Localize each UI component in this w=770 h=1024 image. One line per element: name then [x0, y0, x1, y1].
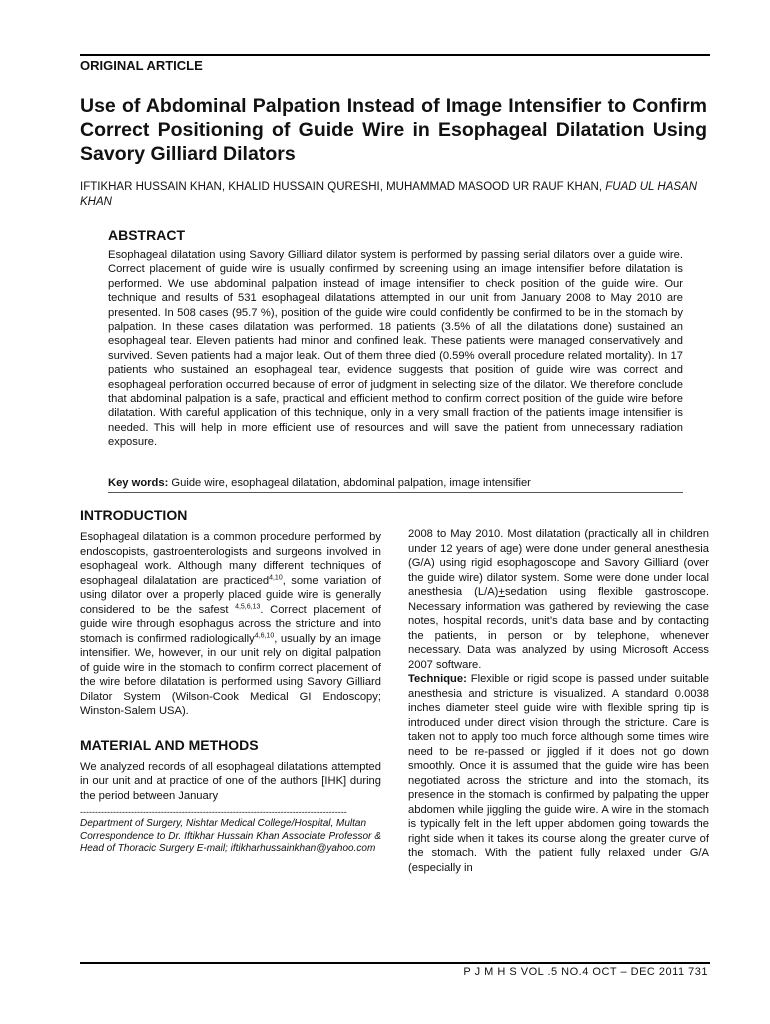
abstract-body: Esophageal dilatation using Savory Gilliard dilator system is performed by passing serial dilators over a guide wire. Correct placement of guide wire is usually confirmed by screening using an image intensifier before dilatation is performed. We use abdominal palpation instead of image intensifier to check position of the guide wire. Our technique and results of 531 esophageal dilatations attempted in our unit from January 2008 to May 2010 are presented. In 508 cases (95.7 %), position of the guide wire could confidently be confirmed to be in the stomach by palpation. In these cases dilatation was performed. 18 patients (3.5% of all the dilatations done) sustained an esophageal tear. Eleven patients had minor and confined leak. These patients were managed conservatively and survived. Seven patients had a major leak. Out of them three died (0.59% overall procedure related mortality). In 17 patients who sustained an esophageal tear, evidence suggests that position of guide wire was correct and esophageal perforation occurred because of error of judgment in selecting size of the dilator. We therefore conclude that abdominal palpation is a safe, practical and efficient method to confirm correct position of the guide wire before dilatation. With careful application of this technique, only in a very small fraction of the patients image intensifier is needed. This will help in more efficient use of resources and will save the patient from unnecessary radiation exposure.	[108, 249, 683, 449]
footnote-divider: -----------------------------------------------------------------------------------------	[80, 807, 347, 817]
correspondence: Correspondence to Dr. Iftikhar Hussain Khan Associate Professor & Head of Thoracic Surgery E-mail; iftikharhussainkhan@yahoo.com	[80, 830, 381, 855]
technique-label: Technique:	[408, 673, 467, 685]
plus-minus: +	[498, 586, 505, 598]
author-last: FUAD UL HASAN KHAN	[80, 181, 698, 208]
methods-heading: MATERIAL AND METHODS	[80, 736, 259, 753]
section-label: ORIGINAL ARTICLE	[80, 58, 203, 73]
right-column	[408, 527, 709, 875]
keywords-label: Key words:	[108, 477, 169, 489]
intro-text-2: , some variation of using dilator over a properly placed guide wire is generally considered to be the safest	[80, 574, 381, 616]
left-column	[80, 506, 381, 856]
affiliation: Department of Surgery, Nishtar Medical College/Hospital, Multan	[80, 818, 367, 829]
author-list	[80, 180, 710, 210]
abstract-rule	[108, 492, 683, 493]
top-rule	[80, 54, 710, 56]
journal-footer: P J M H S VOL .5 NO.4 OCT – DEC 2011 731	[463, 966, 708, 978]
bottom-rule	[80, 962, 710, 964]
technique-text: Flexible or rigid scope is passed under suitable anesthesia and stricture is visualized. A standard 0.0038 inches diameter steel guide wire with flexible spring tip is introduced under direct vision through the stricture. Care is taken not to apply too much force although some times wire need to be re-passed or jiggled if it does not go down smoothly. Once it is assumed that the guide wire has been negotiated across the stricture and into the stomach, its presence in the stomach is confirmed by palpating the upper abdomen while jiggling the guide wire. A wire in the stomach is typically felt in the left upper abdomen going towards the right side when it takes its course along the greater curve of the stomach. With the patient fully relaxed under G/A (especially in	[408, 673, 709, 874]
methods-paragraph-cont	[408, 527, 709, 672]
abstract-heading: ABSTRACT	[108, 227, 185, 243]
citation-1: 4,10	[269, 573, 283, 581]
intro-text-3: . Correct placement of guide wire through esophagus across the stricture and into stomach is confirmed radiologically	[80, 603, 381, 645]
introduction-heading: INTRODUCTION	[80, 507, 188, 523]
methods-text-1: 2008 to May 2010. Most dilatation (practically all in children under 12 years of age) were done under general anesthesia (G/A) using rigid esophagoscope and Savory Gilliard (over the guide wire) dilator system. Some were done under local anesthesia (L/A)	[408, 528, 709, 598]
intro-text-4: , usually by an image intensifier. We, however, in our unit rely on digital palpation of guide wire in the stomach to confirm correct placement of the wire before dilatation is performed using Savory Gilliard Dilator System (Wilson-Cook Medical GI Endoscopy; Winston-Salem USA).	[80, 632, 381, 717]
methods-text-2: sedation using flexible gastroscope. Necessary information was gathered by reviewing the case notes, hospital records, unit’s data base and by contacting the patients, in person or by telephone, whenever necessary. Data was analyzed by using Microsoft Access 2007 software.	[408, 586, 710, 671]
keywords	[108, 476, 683, 490]
authors-regular: IFTIKHAR HUSSAIN KHAN, KHALID HUSSAIN QURESHI, MUHAMMAD MASOOD UR RAUF KHAN,	[80, 181, 606, 193]
introduction-paragraph	[80, 530, 381, 719]
keywords-text: Guide wire, esophageal dilatation, abdominal palpation, image intensifier	[168, 477, 531, 489]
citation-2: 4,5,6,13	[235, 602, 261, 610]
article-title: Use of Abdominal Palpation Instead of Image Intensifier to Confirm Correct Positioning of Guide Wire in Esophageal Dilatation Using Savory Gilliard Dilators	[80, 95, 707, 165]
citation-3: 4,6,10	[254, 631, 275, 639]
intro-text-1: Esophageal dilatation is a common procedure performed by endoscopists, gastroenterologists and surgeons involved in esophageal work. Although many different techniques of esophageal dilalatation are practiced	[80, 531, 381, 587]
technique-paragraph	[408, 672, 709, 875]
methods-paragraph-start: We analyzed records of all esophageal dilatations attempted in our unit and at practice of one of the authors [IHK] during the period between January	[80, 760, 381, 802]
